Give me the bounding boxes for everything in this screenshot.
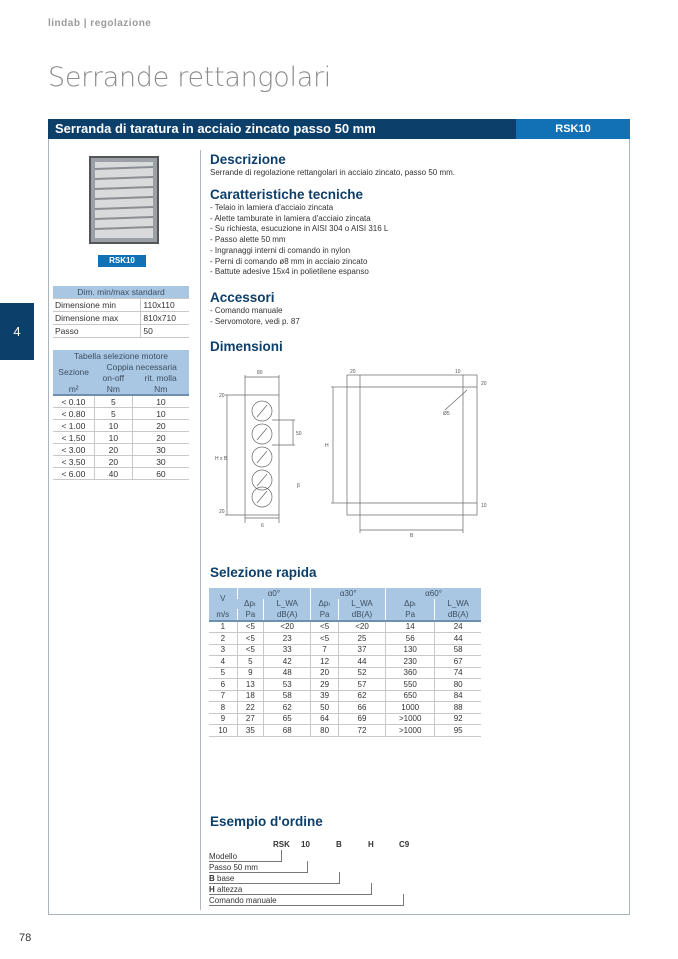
descrizione-text: Serrande di regolazione rettangolari in acciaio zincato, passo 50 mm.	[210, 168, 456, 177]
order-row: Passo 50 mm	[209, 861, 308, 873]
caratteristiche-list: - Telaio in lamiera d'acciaio zincata - Alette tamburate in lamiera d'acciaio zincata - Su richiesta, esucuzione in AISI 304 o AISI 316 L - Passo alette 50 mm - Ingranaggi interni di comando in nylon - Perni di comando ø8 mm in acciaio zincato - Battute adesive 15x4 in polietilene espanso	[210, 203, 389, 277]
table-cell: 64	[311, 713, 339, 725]
table-cell: 650	[386, 690, 435, 702]
table-cell: 52	[338, 667, 385, 679]
order-code-pitch: 10	[301, 840, 310, 849]
motor-table-title: Tabella selezione motore	[53, 350, 189, 361]
table-cell: <5	[311, 633, 339, 645]
dimension-drawing	[205, 365, 505, 545]
table-cell: 56	[386, 633, 435, 645]
selezione-heading: Selezione rapida	[210, 565, 317, 580]
table-cell: < 3.50	[53, 456, 94, 468]
order-row: Modello	[209, 850, 282, 862]
table-cell: 57	[338, 679, 385, 691]
table-cell: < 0.80	[53, 408, 94, 420]
table-cell: 20	[132, 432, 189, 444]
table-row	[209, 644, 481, 656]
dim-label-b: B	[410, 533, 414, 539]
table-cell: <20	[338, 621, 385, 633]
product-code: RSK10	[516, 119, 630, 139]
dim-label-20-side: 20	[350, 369, 356, 375]
table-row	[53, 444, 189, 456]
table-cell: 37	[338, 644, 385, 656]
ordine-heading: Esempio d'ordine	[210, 814, 323, 829]
table-cell: 18	[237, 690, 264, 702]
table-cell: 30	[132, 444, 189, 456]
dim-label-20-bottom: 20	[219, 509, 225, 515]
table-cell: < 1.00	[53, 420, 94, 432]
table-cell: <5	[311, 621, 339, 633]
table-cell: < 0.10	[53, 395, 94, 408]
table-cell: <5	[237, 644, 264, 656]
table-row	[53, 408, 189, 420]
table-cell: 68	[264, 725, 311, 737]
order-row: B base	[209, 872, 340, 884]
table-cell: 33	[264, 644, 311, 656]
table-row	[209, 713, 481, 725]
dim-label-20-top: 20	[219, 393, 225, 399]
table-row	[209, 621, 481, 633]
table-cell: 48	[264, 667, 311, 679]
dim-label-h: H	[325, 443, 329, 449]
table-cell: 10	[132, 395, 189, 408]
page-number: 78	[19, 932, 32, 944]
table-cell: 65	[264, 713, 311, 725]
accessori-heading: Accessori	[210, 290, 275, 305]
table-cell: 62	[264, 702, 311, 714]
table-row: Dimensione min 110x110	[53, 299, 189, 312]
table-cell: 2	[209, 633, 237, 645]
table-cell: 10	[94, 420, 132, 432]
table-cell: 24	[435, 621, 481, 633]
table-cell: <5	[237, 633, 264, 645]
table-row	[53, 420, 189, 432]
dim-label-6: 6	[261, 523, 264, 529]
table-cell: < 1.50	[53, 432, 94, 444]
table-cell: 58	[264, 690, 311, 702]
table-cell: 58	[435, 644, 481, 656]
table-cell: 67	[435, 656, 481, 668]
table-cell: 5	[237, 656, 264, 668]
table-cell: <5	[237, 621, 264, 633]
table-cell: 5	[209, 667, 237, 679]
table-cell: 66	[338, 702, 385, 714]
table-cell: 27	[237, 713, 264, 725]
table-cell: 44	[435, 633, 481, 645]
table-cell: 69	[338, 713, 385, 725]
dim-label-80: 80	[257, 370, 263, 376]
table-cell: 30	[132, 456, 189, 468]
table-cell: <20	[264, 621, 311, 633]
table-cell: 42	[264, 656, 311, 668]
table-cell: 1000	[386, 702, 435, 714]
dim-label-beta: β	[297, 483, 300, 489]
table-cell: 8	[209, 702, 237, 714]
table-cell: >1000	[386, 713, 435, 725]
dim-label-hxb: H x B	[215, 456, 228, 462]
table-cell: 20	[94, 444, 132, 456]
table-cell: 550	[386, 679, 435, 691]
dim-label-phi5: Ø5	[443, 411, 450, 417]
table-row: Passo 50	[53, 325, 189, 338]
accessori-list: - Comando manuale - Servomotore, vedi p. 87	[210, 306, 300, 326]
order-code-control: C9	[399, 840, 410, 849]
panel-header	[48, 119, 630, 139]
table-cell: 9	[209, 713, 237, 725]
order-row: Comando manuale	[209, 894, 404, 906]
dim-label-20-right: 20	[481, 381, 487, 387]
table-cell: 23	[264, 633, 311, 645]
table-row	[53, 395, 189, 408]
table-cell: 7	[209, 690, 237, 702]
table-cell: 22	[237, 702, 264, 714]
table-cell: 40	[94, 468, 132, 480]
table-cell: 88	[435, 702, 481, 714]
table-row	[53, 456, 189, 468]
table-cell: 74	[435, 667, 481, 679]
dim-label-10-bottom: 10	[481, 503, 487, 509]
table-cell: 360	[386, 667, 435, 679]
brand-header: lindab | regolazione	[48, 18, 152, 29]
table-cell: 20	[132, 420, 189, 432]
table-cell: 20	[311, 667, 339, 679]
table-cell: 7	[311, 644, 339, 656]
table-cell: 95	[435, 725, 481, 737]
table-cell: 72	[338, 725, 385, 737]
table-cell: 10	[209, 725, 237, 737]
order-code-b: B	[336, 840, 342, 849]
table-cell: 80	[435, 679, 481, 691]
table-cell: 130	[386, 644, 435, 656]
table-cell: 60	[132, 468, 189, 480]
table-cell: 29	[311, 679, 339, 691]
table-cell: 25	[338, 633, 385, 645]
table-row	[53, 468, 189, 480]
dim-label-50: 50	[296, 431, 302, 437]
caratteristiche-heading: Caratteristiche tecniche	[210, 187, 364, 202]
panel-title: Serranda di taratura in acciaio zincato passo 50 mm	[48, 119, 516, 139]
table-row: Dimensione max 810x710	[53, 312, 189, 325]
table-cell: 62	[338, 690, 385, 702]
table-cell: 35	[237, 725, 264, 737]
table-cell: 44	[338, 656, 385, 668]
table-cell: 20	[94, 456, 132, 468]
table-cell: 6	[209, 679, 237, 691]
table-cell: 53	[264, 679, 311, 691]
table-cell: 39	[311, 690, 339, 702]
table-cell: 80	[311, 725, 339, 737]
table-row	[209, 679, 481, 691]
table-row	[209, 667, 481, 679]
chapter-tab: 4	[0, 303, 34, 360]
table-row	[209, 725, 481, 737]
table-row	[209, 633, 481, 645]
table-cell: 13	[237, 679, 264, 691]
table-cell: 10	[94, 432, 132, 444]
table-cell: >1000	[386, 725, 435, 737]
motor-selection-table: Tabella selezione motore Sezione Coppia necessaria on-off rit. molla m² Nm Nm < 0.10 5 10 < 0.80 5 10 < 1.00 10 20 < 1.50 10 20 < 3.00 20 30 < 3.50 20 30 < 6.00 40 60	[53, 350, 189, 480]
order-code-h: H	[368, 840, 374, 849]
table-cell: 5	[94, 395, 132, 408]
table-cell: 5	[94, 408, 132, 420]
table-cell: 4	[209, 656, 237, 668]
table-cell: 9	[237, 667, 264, 679]
product-image	[88, 155, 160, 245]
table-cell: < 3.00	[53, 444, 94, 456]
quick-selection-table: V α0° α30° α60° Δpₜ L_WA Δpₜ L_WA Δpₜ L_WA m/s Pa dB(A) Pa dB(A) Pa dB(A) 1 <5 <20 <5 <20 14 24 2 <5 23 <5 25 56 44 3 <5 33 7 37 130 58 4 5 42 12 44 230 67 5 9 48 20 52 360 74 6 13 53 29 57 550 80 7 18 58 39 62 650 84 8 22 62 50 66 1000 88 9 27 65 64 69 >1000 92 10 35 68 80 72 >1000 95	[209, 588, 481, 737]
table-cell: 230	[386, 656, 435, 668]
table-cell: 3	[209, 644, 237, 656]
table-row	[209, 702, 481, 714]
table-cell: 10	[132, 408, 189, 420]
table-row	[53, 432, 189, 444]
dimensions-table	[53, 286, 189, 338]
table-cell: 84	[435, 690, 481, 702]
dimensioni-heading: Dimensioni	[210, 339, 283, 354]
table-cell: 12	[311, 656, 339, 668]
table-cell: < 6.00	[53, 468, 94, 480]
table-row	[209, 656, 481, 668]
column-divider	[200, 150, 201, 910]
table-cell: 92	[435, 713, 481, 725]
table-cell: 14	[386, 621, 435, 633]
descrizione-heading: Descrizione	[210, 152, 286, 167]
table-row	[209, 690, 481, 702]
dim-label-10-top: 10	[455, 369, 461, 375]
product-image-label: RSK10	[98, 255, 146, 267]
table-cell: 1	[209, 621, 237, 633]
page-title: Serrande rettangolari	[48, 62, 331, 93]
dimensions-table-header: Dim. min/max standard	[53, 286, 189, 299]
table-cell: 50	[311, 702, 339, 714]
order-row: H altezza	[209, 883, 372, 895]
order-code-model: RSK	[273, 840, 290, 849]
order-example	[209, 840, 409, 910]
